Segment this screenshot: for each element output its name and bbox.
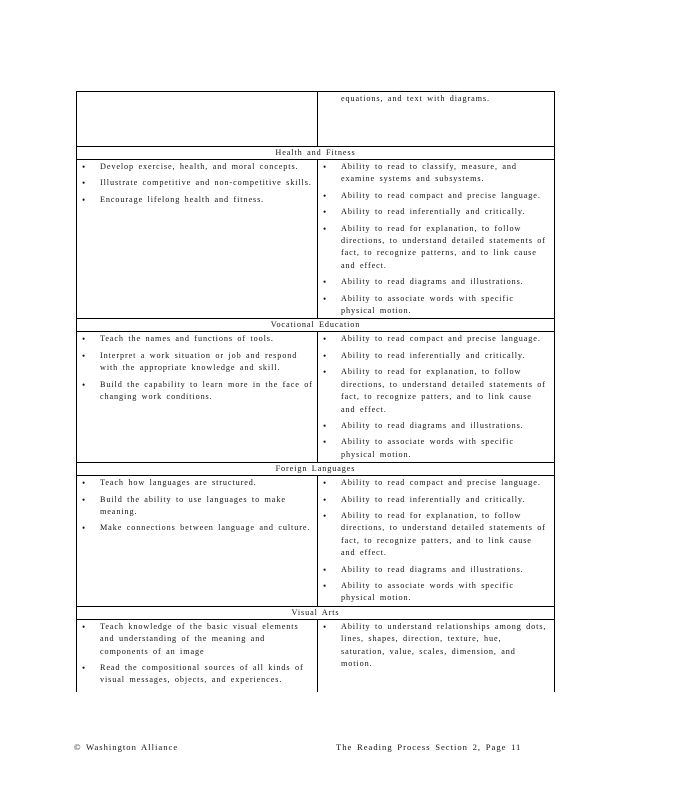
goals-list bbox=[81, 477, 313, 535]
skills-list bbox=[322, 477, 550, 605]
list-item: • Teach the names and functions of tools. bbox=[81, 333, 313, 345]
list-item: • Teach knowledge of the basic visual elements and understanding of the meaning and components of an image bbox=[81, 621, 313, 658]
section-heading-row bbox=[77, 147, 555, 160]
footer-page-info: The Reading Process Section 2, Page 11 bbox=[336, 742, 522, 752]
list-item: • Ability to read diagrams and illustrations. bbox=[322, 564, 550, 576]
section-heading: Vocational Education bbox=[77, 319, 555, 332]
list-item: • Ability to read inferentially and critically. bbox=[322, 206, 550, 218]
list-item: • Ability to read for explanation, to follow directions, to understand detailed statements of fact, to recognize patterns, and to link cause and effect. bbox=[322, 223, 550, 273]
list-item: • Ability to read diagrams and illustrations. bbox=[322, 276, 550, 288]
section-heading: Visual Arts bbox=[77, 606, 555, 619]
list-item: • Ability to read compact and precise language. bbox=[322, 333, 550, 345]
list-item: • Ability to read inferentially and critically. bbox=[322, 494, 550, 506]
list-item: • Ability to read compact and precise language. bbox=[322, 190, 550, 202]
list-item: • Ability to read to classify, measure, and examine systems and subsystems. bbox=[322, 161, 550, 186]
continuation-right-cell bbox=[318, 92, 555, 147]
footer-copyright: © Washington Alliance bbox=[74, 742, 179, 752]
skills-list bbox=[322, 621, 550, 671]
skills-list bbox=[322, 333, 550, 461]
goals-list bbox=[81, 161, 313, 206]
list-item: • Interpret a work situation or job and respond with the appropriate knowledge and skill. bbox=[81, 350, 313, 375]
section-body-row bbox=[77, 476, 555, 607]
section-heading-row bbox=[77, 606, 555, 619]
skills-cell bbox=[318, 476, 555, 607]
continuation-left-cell bbox=[77, 92, 318, 147]
continuation-row bbox=[77, 92, 555, 147]
goals-cell bbox=[77, 476, 318, 607]
list-item: • Ability to read for explanation, to follow directions, to understand detailed statements of fact, to recognize patters, and to link cause and effect. bbox=[322, 366, 550, 416]
goals-list bbox=[81, 333, 313, 403]
continuation-text: equations, and text with diagrams. bbox=[341, 94, 490, 103]
list-item: • Ability to read inferentially and critically. bbox=[322, 350, 550, 362]
goals-cell bbox=[77, 160, 318, 319]
list-item: • Ability to associate words with specific physical motion. bbox=[322, 293, 550, 318]
list-item: • Illustrate competitive and non-competitive skills. bbox=[81, 177, 313, 189]
list-item: • Build the ability to use languages to make meaning. bbox=[81, 494, 313, 519]
section-body-row bbox=[77, 619, 555, 692]
list-item: • Develop exercise, health, and moral concepts. bbox=[81, 161, 313, 173]
curriculum-table bbox=[76, 91, 555, 692]
list-item: • Ability to read compact and precise language. bbox=[322, 477, 550, 489]
goals-list bbox=[81, 621, 313, 687]
list-item: • Ability to associate words with specific physical motion. bbox=[322, 580, 550, 605]
list-item: • Read the compositional sources of all kinds of visual messages, objects, and experiences. bbox=[81, 662, 313, 687]
goals-cell bbox=[77, 619, 318, 692]
section-body-row bbox=[77, 160, 555, 319]
skills-cell bbox=[318, 619, 555, 692]
list-item: • Ability to associate words with specific physical motion. bbox=[322, 436, 550, 461]
skills-cell bbox=[318, 332, 555, 463]
goals-cell bbox=[77, 332, 318, 463]
skills-list bbox=[322, 161, 550, 317]
section-heading: Foreign Languages bbox=[77, 463, 555, 476]
section-heading: Health and Fitness bbox=[77, 147, 555, 160]
skills-cell bbox=[318, 160, 555, 319]
list-item: • Build the capability to learn more in the face of changing work conditions. bbox=[81, 379, 313, 404]
list-item: • Ability to read for explanation, to follow directions, to understand detailed statements of fact, to recognize patters, and to link cause and effect. bbox=[322, 510, 550, 560]
list-item: • Ability to understand relationships among dots, lines, shapes, direction, texture, hue, saturation, value, scales, dimension, and motion. bbox=[322, 621, 550, 671]
list-item: • Ability to read diagrams and illustrations. bbox=[322, 420, 550, 432]
list-item: • Make connections between language and culture. bbox=[81, 522, 313, 534]
list-item: • Encourage lifelong health and fitness. bbox=[81, 194, 313, 206]
section-heading-row bbox=[77, 319, 555, 332]
section-heading-row bbox=[77, 463, 555, 476]
list-item: • Teach how languages are structured. bbox=[81, 477, 313, 489]
section-body-row bbox=[77, 332, 555, 463]
